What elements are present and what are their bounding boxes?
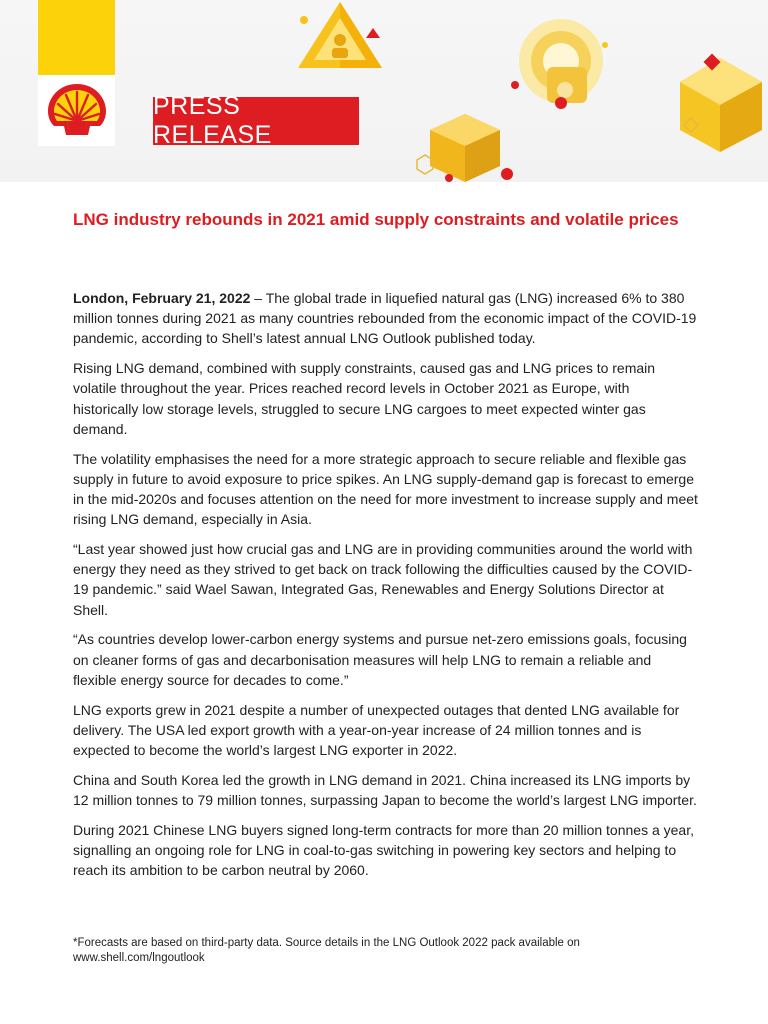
quote-paragraph: “Last year showed just how crucial gas and LNG are in providing communities around the world with energy they need as they strived to get back on track following the difficulties caused by the COVID-19 pandemic.” said Wael Sawan, Integrated Gas, Renewables and Energy Solutions Director at Shell. [73,541,693,618]
body-paragraph: China and South Korea led the growth in LNG demand in 2021. China increased its LNG imports by 12 million tonnes to 79 million tonnes, surpassing Japan to become the world’s largest LNG importer. [73,771,697,809]
decorative-handshake-icon [670,50,768,155]
footnote: *Forecasts are based on third-party data. Source details in the LNG Outlook 2022 pack available on www.shell.com/lngoutlook [73,937,580,964]
quote-paragraph: “As countries develop lower-carbon energy systems and pursue net-zero emissions goals, focusing on cleaner forms of gas and decarbonisation measures will help LNG to remain a reliable and flexible energy source for decades to come.” [73,631,687,688]
body-paragraph: LNG exports grew in 2021 despite a number of unexpected outages that dented LNG available for delivery. The USA led export growth with a year-on-year increase of 24 million tonnes and is expected to become the world’s largest LNG exporter in 2022. [73,701,680,759]
decorative-triangle-icon [290,0,390,75]
body-paragraph: Rising LNG demand, combined with supply constraints, caused gas and LNG prices to remain volatile throughout the year. Prices reached record levels in October 2021 as Europe, with historically low storage levels, struggled to secure LNG cargoes to meet expected winter gas demand. [73,360,656,437]
press-release-label: PRESS RELEASE [153,97,359,145]
body-paragraph: The volatility emphasises the need for a more strategic approach to secure reliable and flexible gas supply in future to avoid exposure to price spikes. An LNG supply-demand gap is forecast to emerge in the mid-2020s and focuses attention on the need for more investment to increase supply and meet rising LNG demand, especially in Asia. [73,450,698,528]
decorative-circles-icon [505,15,610,115]
article-title: LNG industry rebounds in 2021 amid supply constraints and volatile prices [73,210,679,229]
lead-text: – The global trade in liquefied natural gas (LNG) increased 6% to 380 million tonnes during 2021 as many countries rebounded from the economic impact of the COVID-19 pandemic, according to Shell’s latest annual LNG Outlook published today. [73,290,697,347]
body-paragraph: During 2021 Chinese LNG buyers signed long-term contracts for more than 20 million tonnes a year, signalling an ongoing role for LNG in coal-to-gas switching in powering key sectors and helping to reach its ambition to be carbon neutral by 2060. [73,821,694,879]
lead-paragraph [73,288,698,349]
article-body [73,288,698,890]
dateline: London, February 21, 2022 [73,290,251,306]
shell-logo[interactable] [38,75,115,146]
header-banner [0,0,768,182]
decorative-gold-cubes-icon [405,108,525,182]
shell-pecten-icon [44,81,110,141]
